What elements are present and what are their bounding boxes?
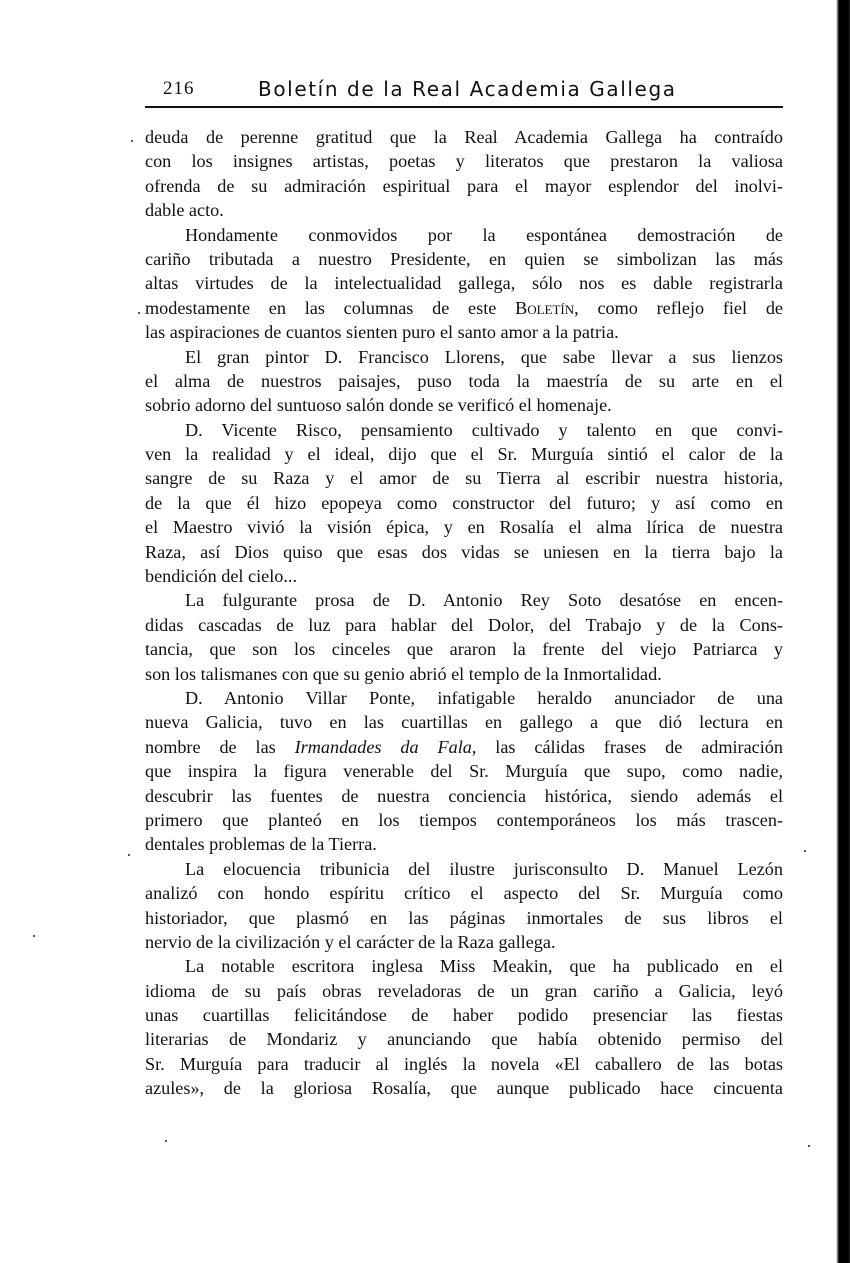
text-line: de la que él hizo epopeya como constructor del futuro; y así como en	[145, 492, 783, 513]
paragraph	[145, 686, 783, 857]
text-line: ven la realidad y el ideal, dijo que el Sr. Murguía sintió el calor de la	[145, 444, 783, 465]
text-line: literarias de Mondariz y anunciando que había obtenido permiso del	[145, 1029, 783, 1050]
text-line: altas virtudes de la intelectualidad gallega, sólo nos es dable registrarla	[145, 273, 783, 294]
text-line: ofrenda de su admiración espiritual para el mayor esplendor del inolvi-	[145, 175, 783, 196]
text-line: El gran pintor D. Francisco Llorens, que sabe llevar a sus lienzos	[185, 346, 783, 367]
scan-speck	[128, 854, 130, 856]
text-line: descubrir las fuentes de nuestra conciencia histórica, siendo además el	[145, 785, 783, 806]
text-line: Raza, así Dios quiso que esas dos vidas se uniesen en la tierra bajo la	[145, 541, 783, 562]
scan-speck	[165, 1140, 167, 1142]
paragraph	[145, 223, 783, 345]
text-line: nervio de la civilización y el carácter de la Raza gallega.	[145, 931, 556, 952]
text-line: D. Vicente Risco, pensamiento cultivado y talento en que convi-	[185, 419, 783, 440]
page-header	[145, 78, 783, 106]
scan-speck	[804, 850, 806, 852]
text-line: primero que planteó en los tiempos contemporáneos los más trascen-	[145, 809, 783, 830]
text-line: tancia, que son los cinceles que araron la frente del viejo Patriarca y	[145, 639, 783, 660]
paragraph	[145, 954, 783, 1100]
text-line: son los talismanes con que su genio abrió el templo de la Inmortalidad.	[145, 663, 662, 684]
text-line: dable acto.	[145, 200, 224, 221]
text-line: nombre de las Irmandades da Fala, las cálidas frases de admiración	[145, 736, 783, 757]
text-line: Hondamente conmovidos por la espontánea demostración de	[185, 224, 783, 245]
scan-edge-shadow	[836, 0, 850, 1263]
text-line: La elocuencia tribunicia del ilustre jurisconsulto D. Manuel Lezón	[185, 858, 783, 879]
scan-speck	[131, 140, 133, 142]
paragraph	[145, 857, 783, 955]
text-line: nueva Galicia, tuvo en las cuartillas en gallego a que dió lectura en	[145, 712, 783, 733]
text-line: deuda de perenne gratitud que la Real Academia Gallega ha contraído	[145, 127, 783, 147]
body-text	[145, 125, 783, 1101]
text-line: idioma de su país obras reveladoras de un gran cariño a Galicia, leyó	[145, 980, 783, 1001]
paragraph	[145, 125, 783, 223]
text-line: historiador, que plasmó en las páginas inmortales de sus libros el	[145, 907, 783, 928]
header-rule	[145, 106, 783, 108]
text-line: unas cuartillas felicitándose de haber podido presenciar las fiestas	[145, 1005, 783, 1026]
scan-speck	[138, 312, 140, 314]
text-line: bendición del cielo...	[145, 566, 298, 587]
scan-speck	[33, 935, 35, 937]
paragraph	[145, 418, 783, 589]
page-number: 216	[163, 78, 195, 99]
text-line: analizó con hondo espíritu crítico el aspecto del Sr. Murguía como	[145, 883, 783, 904]
text-line: cariño tributada a nuestro Presidente, en quien se simbolizan las más	[145, 248, 783, 269]
text-line: modestamente en las columnas de este Boletín, como reflejo fiel de	[145, 297, 783, 318]
paragraph	[145, 588, 783, 686]
text-line: La fulgurante prosa de D. Antonio Rey Soto desatóse en encen-	[185, 590, 783, 611]
text-line: D. Antonio Villar Ponte, infatigable heraldo anunciador de una	[185, 687, 783, 708]
italic-text: Irmandades da Fala	[294, 736, 472, 757]
text-line: las aspiraciones de cuantos sienten puro el santo amor a la patria.	[145, 322, 619, 343]
text-line: La notable escritora inglesa Miss Meakin, que ha publicado en el	[185, 956, 783, 977]
text-line: didas cascadas de luz para hablar del Dolor, del Trabajo y de la Cons-	[145, 614, 783, 635]
text-line: dentales problemas de la Tierra.	[145, 834, 377, 855]
text-line: sobrio adorno del suntuoso salón donde se verificó el homenaje.	[145, 395, 612, 416]
text-line: Sr. Murguía para traducir al inglés la novela «El caballero de las botas	[145, 1053, 783, 1074]
scan-speck	[808, 1145, 810, 1147]
running-title: Boletín de la Real Academia Gallega	[258, 77, 677, 101]
text-line: con los insignes artistas, poetas y literatos que prestaron la valiosa	[145, 151, 783, 172]
paragraph	[145, 345, 783, 418]
text-line: que inspira la figura venerable del Sr. Murguía que supo, como nadie,	[145, 761, 783, 782]
text-line: sangre de su Raza y el amor de su Tierra al escribir nuestra historia,	[145, 468, 783, 489]
text-line: el Maestro vivió la visión épica, y en Rosalía el alma lírica de nuestra	[145, 517, 783, 538]
text-line: azules», de la gloriosa Rosalía, que aunque publicado hace cincuenta	[145, 1078, 783, 1099]
text-line: el alma de nuestros paisajes, puso toda la maestría de su arte en el	[145, 370, 783, 391]
small-caps-text: Boletín	[515, 297, 575, 318]
